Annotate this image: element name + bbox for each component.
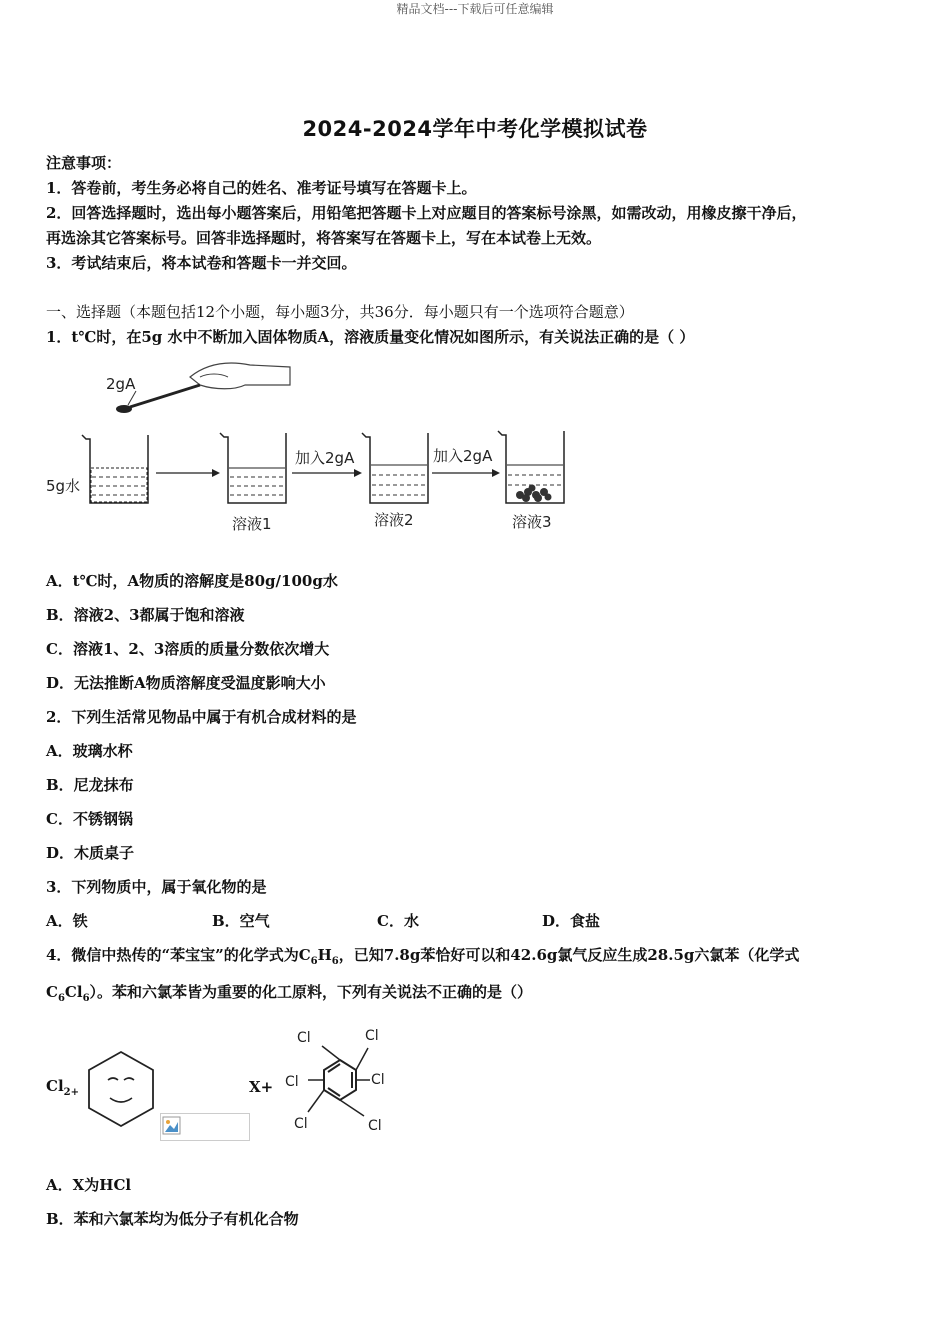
q3-option-a: A．铁 <box>46 912 88 930</box>
add-label-2: 加入2gA <box>433 447 493 465</box>
q3-option-c: C．水 <box>377 912 419 930</box>
page-title: 2024-2024学年中考化学模拟试卷 <box>302 117 648 141</box>
notice-item-1: 1．答卷前，考生务必将自己的姓名、准考证号填写在答题卡上。 <box>46 179 477 197</box>
beaker-2 <box>362 433 428 503</box>
q3-option-b: B．空气 <box>212 912 270 930</box>
cl2-label: $Cl_{2+}$ <box>46 1077 79 1098</box>
beaker-figure <box>40 355 580 540</box>
beaker-1 <box>220 433 286 503</box>
solution-2-label: 溶液2 <box>374 511 414 529</box>
hexachlorobenzene-structure <box>280 1024 400 1136</box>
notice-heading: 注意事项： <box>46 154 122 172</box>
spoon-icon <box>130 385 200 407</box>
cl-label-right: Cl <box>371 1072 385 1088</box>
notice-item-2b: 再选涂其它答案标号。回答非选择题时，将答案写在答题卡上，写在本试卷上无效。 <box>46 229 602 247</box>
page-header: 精品文档---下载后可任意编辑 <box>396 2 554 16</box>
question-4-stem-a: 4．微信中热传的“苯宝宝”的化学式为$C_6H_6$，已知7.8g苯恰好可以和42.6g氯气反应生成28.5g六氯苯（化学式 <box>46 946 800 967</box>
benzene-icon <box>84 1048 158 1130</box>
q4-option-b: B．苯和六氯苯均为低分子有机化合物 <box>46 1210 299 1228</box>
q4-option-a: A．X为HCl <box>46 1176 132 1194</box>
notice-item-3: 3．考试结束后，将本试卷和答题卡一并交回。 <box>46 254 357 272</box>
x-plus-label: X+ <box>249 1078 274 1096</box>
q1-option-a: A．t℃时，A物质的溶解度是80g/100g水 <box>46 572 338 590</box>
q2-option-c: C．不锈钢锅 <box>46 810 133 828</box>
undissolved-solid-icon <box>516 485 552 503</box>
question-3-stem: 3．下列物质中，属于氧化物的是 <box>46 878 267 896</box>
water-label: 5g水 <box>46 477 81 495</box>
beaker-0 <box>82 435 148 503</box>
q2-option-b: B．尼龙抹布 <box>46 776 134 794</box>
cl-label-left: Cl <box>285 1074 299 1090</box>
q1-option-b: B．溶液2、3都属于饱和溶液 <box>46 606 245 624</box>
q3-option-d: D．食盐 <box>542 912 601 930</box>
solution-1-label: 溶液1 <box>232 515 272 533</box>
q1-option-c: C．溶液1、2、3溶质的质量分数依次增大 <box>46 640 330 658</box>
spoon-label: 2gA <box>106 375 136 393</box>
add-label-1: 加入2gA <box>295 449 355 467</box>
q2-option-d: D．木质桌子 <box>46 844 135 862</box>
broken-image-icon <box>160 1113 250 1141</box>
section-heading: 一、选择题（本题包括12个小题，每小题3分，共36分．每小题只有一个选项符合题意） <box>46 303 634 321</box>
solution-3-label: 溶液3 <box>512 513 552 531</box>
q1-option-d: D．无法推断A物质溶解度受温度影响大小 <box>46 674 326 692</box>
question-4-stem-b: $C_6Cl_6$）。苯和六氯苯皆为重要的化工原料，下列有关说法不正确的是（） <box>46 983 533 1004</box>
beaker-3 <box>498 431 564 503</box>
question-1-stem: 1．t℃时，在5g 水中不断加入固体物质A，溶液质量变化情况如图所示，有关说法正确的是（ ） <box>46 328 695 346</box>
cl-label-top-right: Cl <box>365 1028 379 1044</box>
cl-label-top-left: Cl <box>297 1030 311 1046</box>
cl-label-bottom-right: Cl <box>368 1118 382 1134</box>
cl-label-bottom-left: Cl <box>294 1116 308 1132</box>
q2-option-a: A．玻璃水杯 <box>46 742 133 760</box>
hand-icon <box>190 363 290 389</box>
question-2-stem: 2．下列生活常见物品中属于有机合成材料的是 <box>46 708 357 726</box>
notice-item-2a: 2．回答选择题时，选出每小题答案后，用铅笔把答题卡上对应题目的答案标号涂黑，如需改动，用橡皮擦干净后， <box>46 204 807 222</box>
